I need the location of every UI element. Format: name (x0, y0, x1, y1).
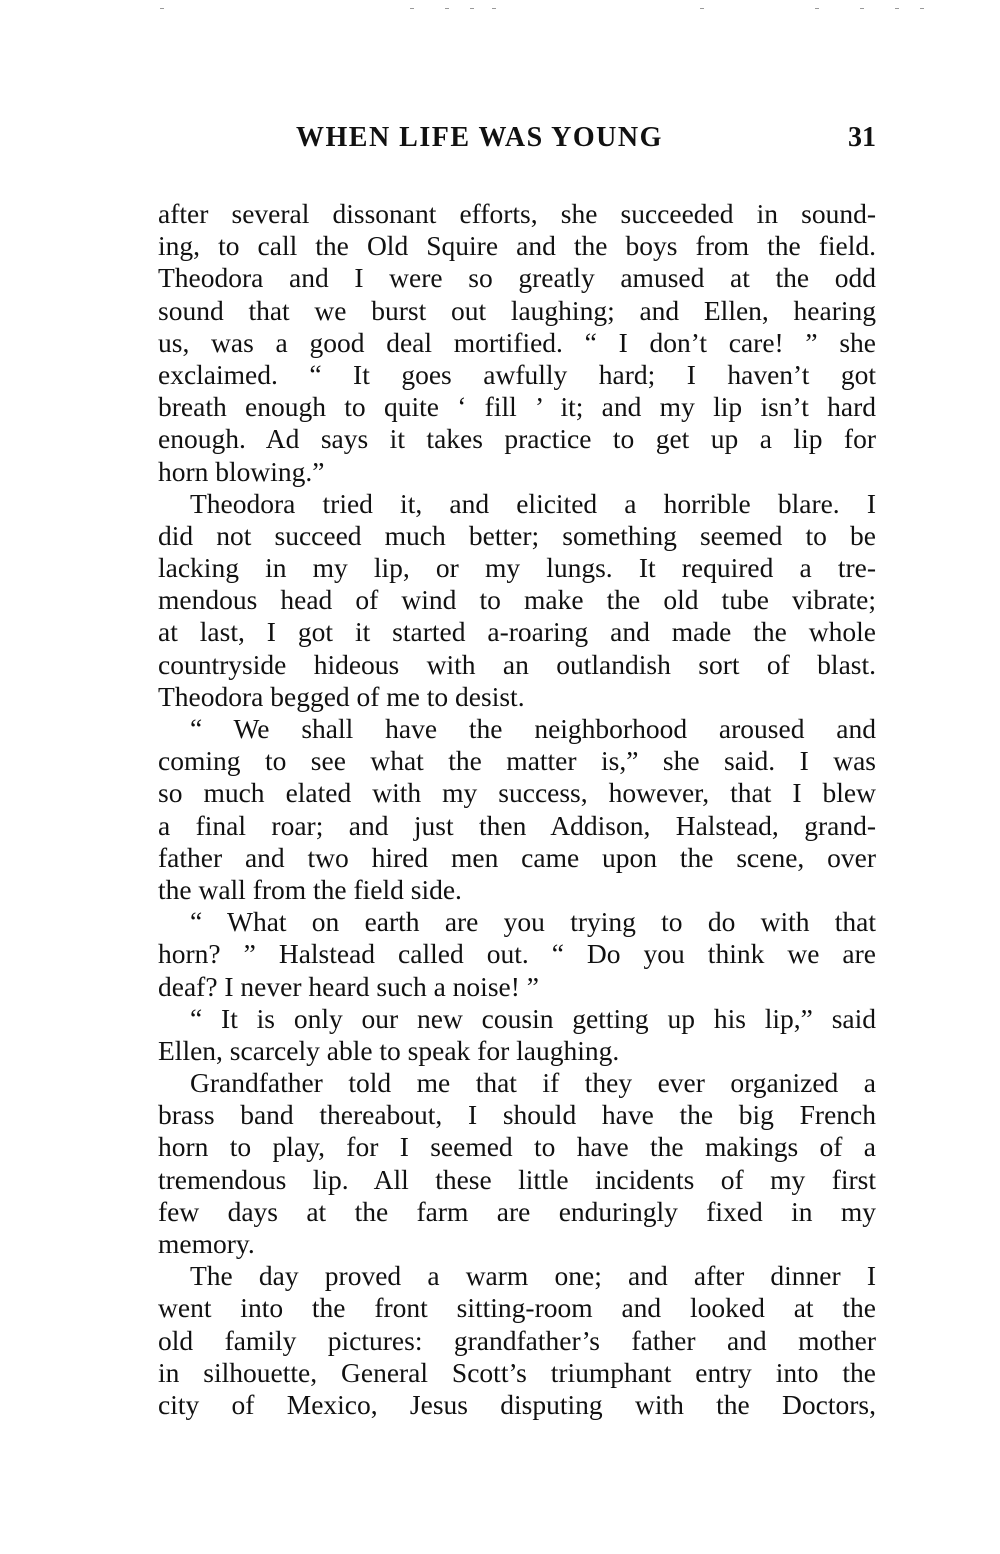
text-line: exclaimed. “ It goes awfully hard; I haven’t got (158, 358, 876, 390)
text-line: deaf? I never heard such a noise! ” (158, 970, 539, 1002)
scan-artifact-dots (0, 8, 1000, 12)
text-line: tremendous lip. All these little incidents of my first (158, 1163, 876, 1195)
text-line: a final roar; and just then Addison, Halstead, grand- (158, 809, 876, 841)
text-line: brass band thereabout, I should have the big French (158, 1099, 876, 1131)
text-line: breath enough to quite ‘ fill ’ it; and my lip isn’t hard (158, 391, 876, 423)
text-line: sound that we burst out laughing; and Ellen, hearing (158, 294, 876, 326)
text-line: after several dissonant efforts, she succeeded in sound- (158, 198, 876, 229)
text-line: few days at the farm are enduringly fixed in my (158, 1195, 876, 1227)
text-line: “ We shall have the neighborhood aroused and (190, 713, 876, 744)
text-line: memory. (158, 1228, 255, 1259)
text-line: in silhouette, General Scott’s triumphant entry into the (158, 1356, 876, 1388)
text-line: us, was a good deal mortified. “ I don’t care! ” she (158, 326, 876, 358)
text-line: the wall from the field side. (158, 873, 462, 905)
text-line: city of Mexico, Jesus disputing with the Doctors, (158, 1388, 876, 1420)
text-line: Grandfather told me that if they ever organized a (190, 1067, 876, 1099)
running-header (158, 122, 876, 162)
text-line: mendous head of wind to make the old tube vibrate; (158, 584, 876, 616)
text-line: ing, to call the Old Squire and the boys from the field. (158, 230, 876, 262)
text-line: Theodora begged of me to desist. (158, 680, 525, 712)
text-line: old family pictures: grandfather’s father and mother (158, 1324, 876, 1356)
text-line: horn? ” Halstead called out. “ Do you think we are (158, 938, 876, 970)
text-line: at last, I got it started a-roaring and made the whole (158, 616, 876, 648)
text-line: “ What on earth are you trying to do with that (190, 906, 876, 938)
text-line: Ellen, scarcely able to speak for laughing. (158, 1034, 620, 1066)
text-line: father and two hired men came upon the scene, over (158, 841, 876, 873)
text-line: Theodora tried it, and elicited a horrible blare. I (190, 487, 876, 519)
text-line: horn to play, for I seemed to have the makings of a (158, 1131, 876, 1163)
text-line: “ It is only our new cousin getting up his lip,” said (190, 1002, 876, 1034)
text-line: so much elated with my success, however, that I blew (158, 777, 876, 809)
text-line: The day proved a warm one; and after dinner I (190, 1260, 876, 1292)
page-number: 31 (848, 122, 876, 153)
running-title: WHEN LIFE WAS YOUNG (296, 122, 663, 153)
text-line: enough. Ad says it takes practice to get up a lip for (158, 423, 876, 455)
text-line: coming to see what the matter is,” she said. I was (158, 745, 876, 777)
text-line: countryside hideous with an outlandish sort of blast. (158, 648, 876, 680)
text-line: horn blowing.” (158, 455, 325, 487)
body-text (158, 198, 876, 1421)
text-line: lacking in my lip, or my lungs. It required a tre- (158, 552, 876, 584)
text-line: did not succeed much better; something seemed to be (158, 519, 876, 551)
text-line: Theodora and I were so greatly amused at the odd (158, 262, 876, 294)
text-line: went into the front sitting-room and looked at the (158, 1292, 876, 1324)
